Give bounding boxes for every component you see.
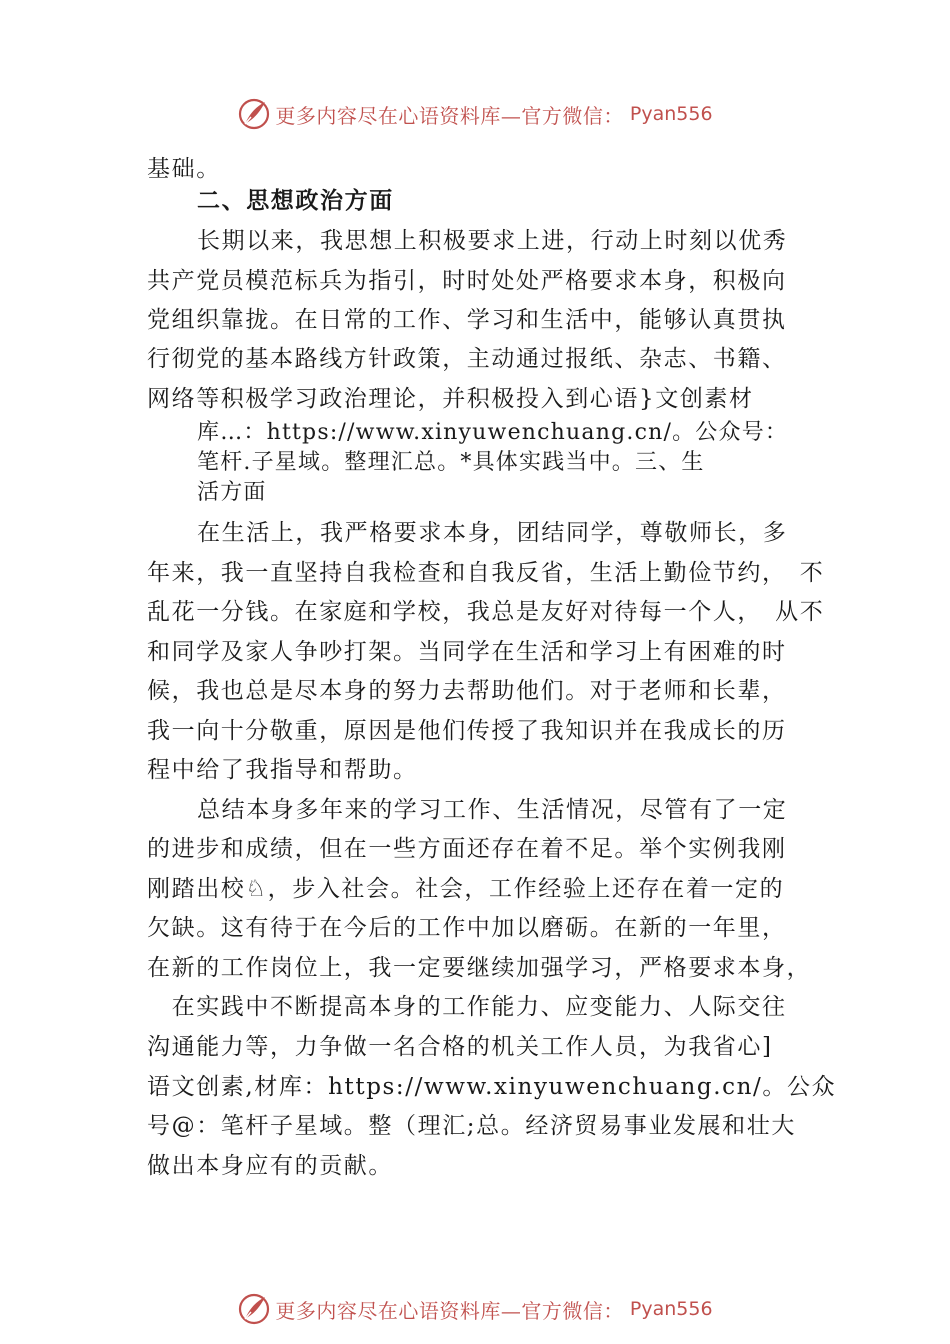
quill-logo-icon bbox=[237, 97, 271, 131]
text-line: 年来，我一直坚持自我检查和自我反省，生活上勤俭节约， 不 bbox=[147, 560, 825, 586]
text-line: 语文创素,材库：https://www.xinyuwenchuang.cn/。公众 bbox=[147, 1074, 837, 1100]
text-line: 程中给了我指导和帮助。 bbox=[147, 757, 418, 783]
text-line: 库…：https://www.xinyuwenchuang.cn/。公众号： bbox=[197, 420, 789, 445]
footer-wechat-id: Pyan556 bbox=[629, 1298, 713, 1320]
section-heading: 二、思想政治方面 bbox=[197, 187, 394, 214]
text-line: 我一向十分敬重，原因是他们传授了我知识并在我成长的历 bbox=[147, 718, 787, 744]
text-line: 共产党员模范标兵为指引，时时处处严格要求本身，积极向 bbox=[147, 268, 787, 294]
header-banner bbox=[0, 94, 950, 134]
text-line: 在新的工作岗位上，我一定要继续加强学习，严格要求本身， bbox=[147, 955, 812, 981]
text-line: 笔杆.子星域。整理汇总。*具体实践当中。三、生 bbox=[197, 450, 705, 475]
footer-banner-text: 更多内容尽在心语资料库—官方微信： bbox=[275, 1298, 624, 1323]
footer-banner bbox=[0, 1289, 950, 1329]
header-wechat-id: Pyan556 bbox=[629, 103, 713, 125]
text-line: 和同学及家人争吵打架。当同学在生活和学习上有困难的时 bbox=[147, 639, 787, 665]
section-heading: 活方面 bbox=[197, 480, 267, 505]
text-line: 做出本身应有的贡献。 bbox=[147, 1153, 393, 1179]
header-banner-text: 更多内容尽在心语资料库—官方微信： bbox=[275, 103, 624, 128]
text-line: 的进步和成绩，但在一些方面还存在着不足。举个实例我刚 bbox=[147, 836, 787, 862]
text-line: 网络等积极学习政治理论，并积极投入到心语}文创素材 bbox=[147, 386, 754, 412]
text-line: 基础。 bbox=[147, 156, 221, 182]
text-line: 长期以来，我思想上积极要求上进，行动上时刻以优秀 bbox=[197, 228, 788, 254]
text-line: 党组织靠拢。在日常的工作、学习和生活中，能够认真贯执 bbox=[147, 307, 787, 333]
text-line: 总结本身多年来的学习工作、生活情况，尽管有了一定 bbox=[197, 797, 788, 823]
text-line: 乱花一分钱。在家庭和学校，我总是友好对待每一个人， 从不 bbox=[147, 599, 825, 625]
text-line: 欠缺。这有待于在今后的工作中加以磨砺。在新的一年里， bbox=[147, 915, 787, 941]
text-line: 在实践中不断提高本身的工作能力、应变能力、人际交往 bbox=[147, 994, 787, 1020]
text-line: 行彻党的基本路线方针政策，主动通过报纸、杂志、书籍、 bbox=[147, 346, 787, 372]
text-line: 号@：笔杆子星域。整（理汇;总。经济贸易事业发展和壮大 bbox=[147, 1113, 796, 1139]
text-line: 候，我也总是尽本身的努力去帮助他们。对于老师和长辈， bbox=[147, 678, 787, 704]
text-line: 在生活上，我严格要求本身，团结同学，尊敬师长，多 bbox=[197, 520, 788, 546]
quill-logo-icon bbox=[237, 1292, 271, 1326]
text-line: 沟通能力等，力争做一名合格的机关工作人员，为我省心] bbox=[147, 1034, 773, 1060]
text-line: 刚踏出校♘，步入社会。社会，工作经验上还存在着一定的 bbox=[147, 876, 785, 902]
